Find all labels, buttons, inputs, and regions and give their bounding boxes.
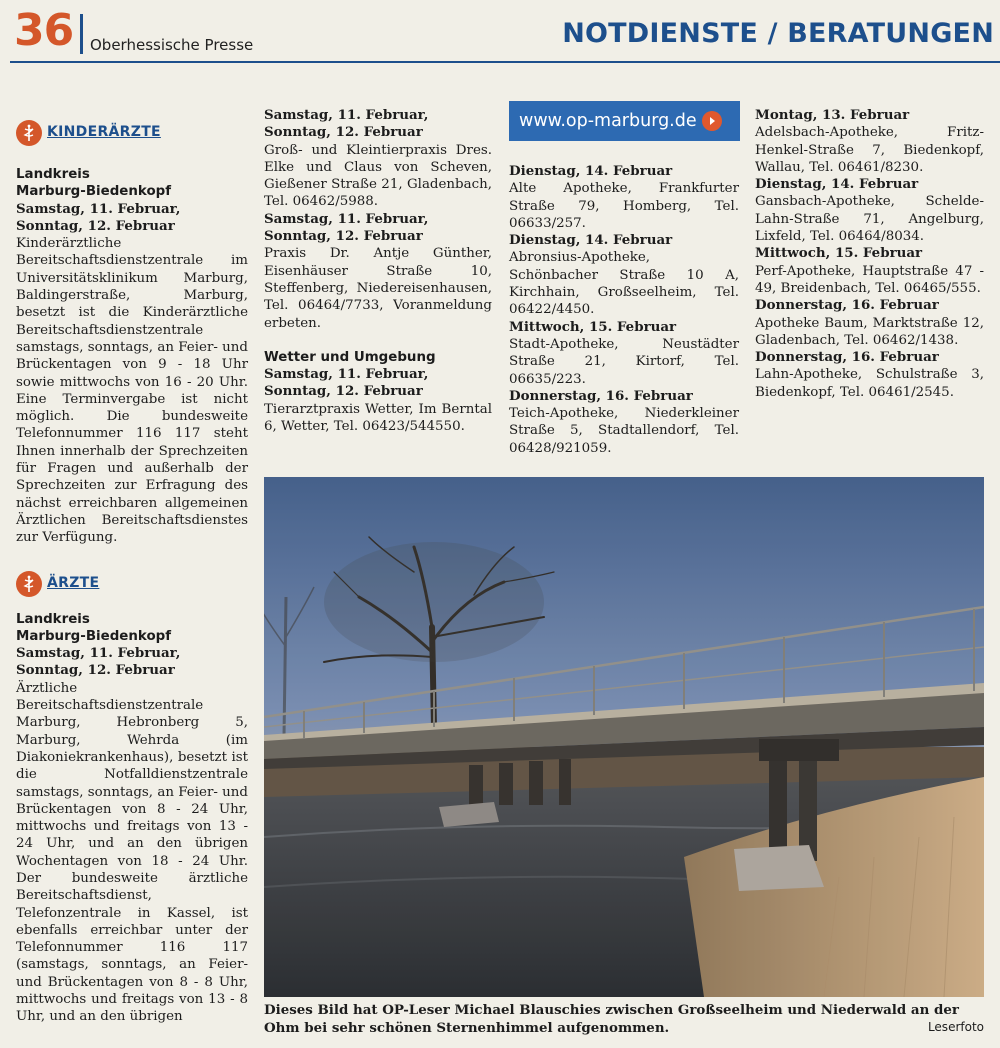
- region-name: Landkreis: [16, 167, 90, 182]
- pharmacy-entry: [509, 388, 739, 457]
- date-line: Donnerstag, 16. Februar: [755, 349, 939, 366]
- region-name: Landkreis: [16, 611, 90, 627]
- kinderaerzte-text: Kinderärztliche Bereitschaftsdienstzentrale im Universitätsklinikum Marburg, Baldingerstraße, Marburg, besetzt ist die Kinderärztliche Bereitschaftsdienstzentrale samstags, sonntags, an Feier- und Brückentagen von 9 - 18 Uhr sowie mittwochs von 16 - 20 Uhr. Eine Terminvergabe ist nicht möglich. Die bundesweite Telefonnummer 116 117 steht Ihnen innerhalb der Sprechzeiten für Fragen und außerhalb der Sprechzeiten zur Erfragung des nächst erreichbaren allgemeinen Ärztlichen Bereitschaftsdienstes zur Verfügung.: [16, 236, 248, 546]
- column-pharmacies-b: [755, 107, 984, 401]
- photo-credit: Leserfoto: [927, 1020, 984, 1034]
- pharmacy-entry: [755, 107, 984, 176]
- vet-entry: [264, 349, 492, 435]
- pharmacy-text: Perf-Apotheke, Hauptstraße 47 - 49, Breidenbach, Tel. 06465/555.: [755, 263, 984, 296]
- pharmacy-text: Gansbach-Apotheke, Schelde-Lahn-Straße 71, Angelburg, Lixfeld, Tel. 06464/8034.: [755, 194, 984, 245]
- pharmacy-entry: [509, 319, 739, 388]
- date-line: Samstag, 11. Februar,: [264, 107, 429, 123]
- section-title: NOTDIENSTE / BERATUNGEN: [562, 18, 994, 49]
- kinderaerzte-label: KINDERÄRZTE: [47, 124, 161, 141]
- pharmacy-entry: [509, 163, 739, 232]
- aerzte-text: Ärztliche Bereitschaftsdienstzentrale Marburg, Hebronberg 5, Marburg, Wehrda (im Diakoniekrankenhaus), besetzt ist die Notfalldienstzentrale samstags, sonntags, an Feier- und Brückentagen von 8 - 24 Uhr, mittwochs und freitags von 13 - 24 Uhr, und an den übrigen Wochentagen von 18 - 24 Uhr. Der bundesweite ärztliche Bereitschaftsdienst, Telefonzentrale in Kassel, ist ebenfalls erreichbar unter der Telefonnummer 116 117 (samstags, sonntags, an Feier- und Brückentagen von 8 - 8 Uhr, mittwochs und freitags von 13 - 8 Uhr, und an den übrigen: [16, 680, 248, 1025]
- website-url[interactable]: www.op-marburg.de: [519, 111, 697, 131]
- date-line: Dienstag, 14. Februar: [509, 232, 673, 249]
- date-line: Sonntag, 12. Februar: [264, 228, 423, 245]
- arrow-right-icon: [702, 111, 722, 131]
- date-line: Samstag, 11. Februar,: [264, 210, 429, 227]
- date-line: Dienstag, 14. Februar: [509, 163, 673, 179]
- pharmacy-text: Abronsius-Apotheke, Schönbacher Straße 10 A, Kirchhain, Großseelheim, Tel. 06422/4450.: [509, 250, 739, 318]
- masthead-divider: [80, 14, 83, 54]
- column-medical: [16, 120, 248, 1026]
- date-line: Samstag, 11. Februar,: [16, 645, 181, 662]
- pharmacy-text: Stadt-Apotheke, Neustädter Straße 21, Kirtorf, Tel. 06635/223.: [509, 336, 739, 387]
- pharmacy-text: Lahn-Apotheke, Schulstraße 3, Biedenkopf, Tel. 06461/2545.: [755, 367, 984, 400]
- masthead-rule: [10, 61, 1000, 63]
- photo-caption: Dieses Bild hat OP-Leser Michael Blauschies zwischen Großseelheim und Niederwald an der Ohm bei sehr schönen Sternenhimmel aufgenommen.: [264, 1002, 959, 1036]
- pharmacy-entry: [755, 176, 984, 245]
- reader-photo: [264, 477, 984, 997]
- vet-text: Tierarztpraxis Wetter, Im Berntal 6, Wetter, Tel. 06423/544550.: [264, 401, 492, 435]
- column-pharmacies-a: [509, 163, 739, 457]
- aerzte-heading: [16, 571, 248, 597]
- region-name: Marburg-Biedenkopf: [16, 184, 172, 200]
- date-line: Mittwoch, 15. Februar: [755, 245, 923, 262]
- pharmacy-entry: [755, 349, 984, 401]
- date-line: Donnerstag, 16. Februar: [509, 387, 693, 404]
- date-line: Donnerstag, 16. Februar: [755, 297, 939, 314]
- date-line: Montag, 13. Februar: [755, 107, 910, 123]
- pharmacy-text: Alte Apotheke, Frankfurter Straße 79, Homberg, Tel. 06633/257.: [509, 181, 739, 231]
- date-line: Mittwoch, 15. Februar: [509, 318, 677, 335]
- pharmacy-text: Adelsbach-Apotheke, Fritz-Henkel-Straße 7, Biedenkopf, Wallau, Tel. 06461/8230.: [755, 125, 984, 175]
- masthead: [0, 0, 1000, 62]
- bridge-photo-illustration: [264, 477, 984, 997]
- vet-text: Praxis Dr. Antje Günther, Eisenhäuser Straße 10, Steffenberg, Niedereisenhausen, Tel. 06464/7733, Voranmeldung erbeten.: [264, 246, 492, 331]
- caduceus-icon: [16, 120, 42, 146]
- caduceus-icon: [16, 571, 42, 597]
- aerzte-label: ÄRZTE: [47, 574, 100, 591]
- column-vets: [264, 107, 492, 435]
- pharmacy-entry: [509, 232, 739, 318]
- date-line: Sonntag, 12. Februar: [16, 662, 175, 679]
- region-name: Wetter und Umgebung: [264, 349, 436, 365]
- region-name: Marburg-Biedenkopf: [16, 628, 172, 644]
- website-banner[interactable]: [509, 101, 740, 141]
- date-line: Dienstag, 14. Februar: [755, 176, 919, 193]
- page-number: 36: [14, 5, 74, 56]
- date-line: Sonntag, 12. Februar: [264, 383, 423, 400]
- date-line: Sonntag, 12. Februar: [264, 124, 423, 141]
- pharmacy-text: Teich-Apotheke, Niederkleiner Straße 5, Stadtallendorf, Tel. 06428/921059.: [509, 406, 739, 456]
- pharmacy-entry: [755, 245, 984, 297]
- vet-entry: [264, 107, 492, 211]
- kinderaerzte-heading: [16, 120, 248, 146]
- vet-entry: [264, 211, 492, 332]
- date-line: Sonntag, 12. Februar: [16, 217, 175, 234]
- pharmacy-text: Apotheke Baum, Marktstraße 12, Gladenbach, Tel. 06462/1438.: [755, 315, 984, 348]
- vet-text: Groß- und Kleintierpraxis Dres. Elke und Claus von Scheven, Gießener Straße 21, Gladenbach, Tel. 06462/5988.: [264, 142, 492, 210]
- paper-name: Oberhessische Presse: [90, 36, 254, 54]
- date-line: Samstag, 11. Februar,: [264, 366, 429, 383]
- pharmacy-entry: [755, 297, 984, 349]
- date-line: Samstag, 11. Februar,: [16, 200, 181, 217]
